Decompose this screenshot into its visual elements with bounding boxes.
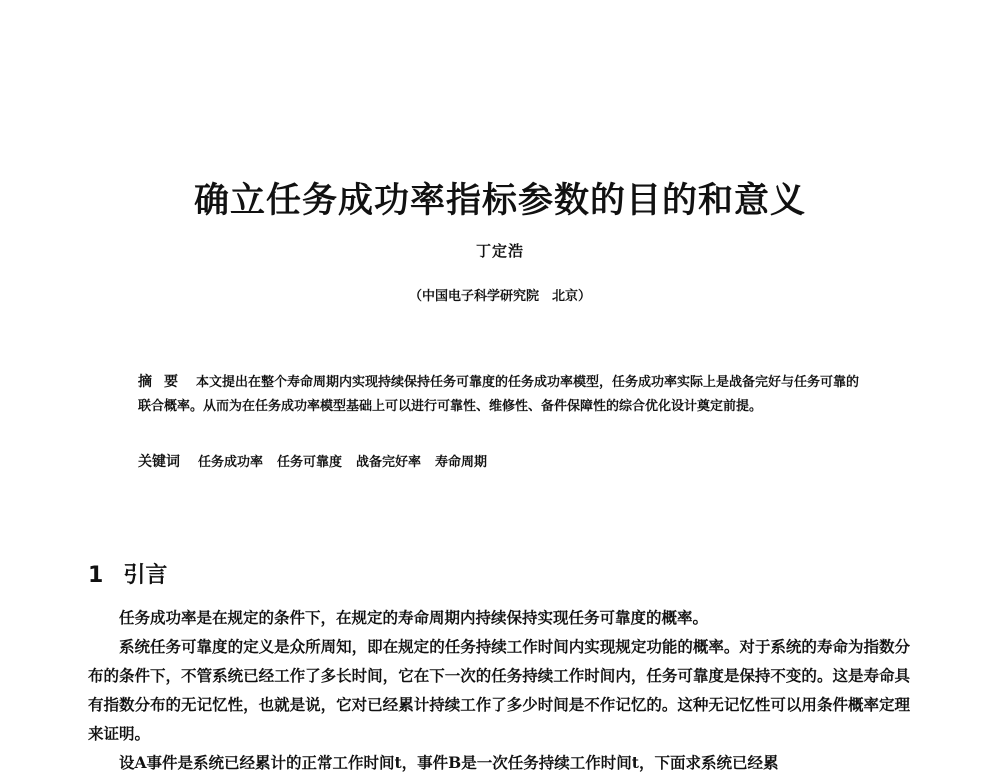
section-title: 引言	[123, 563, 168, 588]
paragraph: 系统任务可靠度的定义是众所周知，即在规定的任务持续工作时间内实现规定功能的概率。对于系统的寿命为指数分布的条件下，不管系统已经工作了多长时间，它在下一次的任务持续工作时间内，任务可靠度是保持不变的。这是寿命具有指数分布的无记忆性，也就是说，它对已经累计持续工作了多少时间是不作记忆的。这种无记忆性可以用条件概率定理来证明。	[88, 637, 910, 743]
section-number: 1	[88, 563, 104, 588]
keyword-item: 寿命周期	[435, 455, 488, 470]
author-name: 丁定浩	[475, 242, 524, 260]
keyword-item: 战备完好率	[356, 455, 422, 470]
abstract-label: 摘要	[138, 374, 190, 390]
paragraph: 设A事件是系统已经累计的正常工作时间t，事件B是一次任务持续工作时间t，下面求系统已经累	[119, 753, 779, 772]
abstract-block	[138, 370, 860, 419]
paper-title: 确立任务成功率指标参数的目的和意义	[193, 181, 806, 221]
abstract-text: 本文提出在整个寿命周期内实现持续保持任务可靠度的任务成功率模型，任务成功率实际上是战备完好与任务可靠的联合概率。从而为在任务成功率模型基础上可以进行可靠性、维修性、备件保障性的综合优化设计奠定前提。	[138, 375, 860, 414]
keyword-item: 任务成功率	[198, 455, 264, 470]
section-heading	[88, 561, 167, 591]
keywords-label: 关键词	[138, 454, 180, 470]
author-affiliation: （中国电子科学研究院 北京）	[408, 289, 591, 304]
keywords-block	[138, 450, 860, 475]
body-text	[88, 603, 910, 777]
paragraph: 任务成功率是在规定的条件下，在规定的寿命周期内持续保持实现任务可靠度的概率。	[119, 608, 709, 627]
keyword-item: 任务可靠度	[277, 455, 343, 470]
